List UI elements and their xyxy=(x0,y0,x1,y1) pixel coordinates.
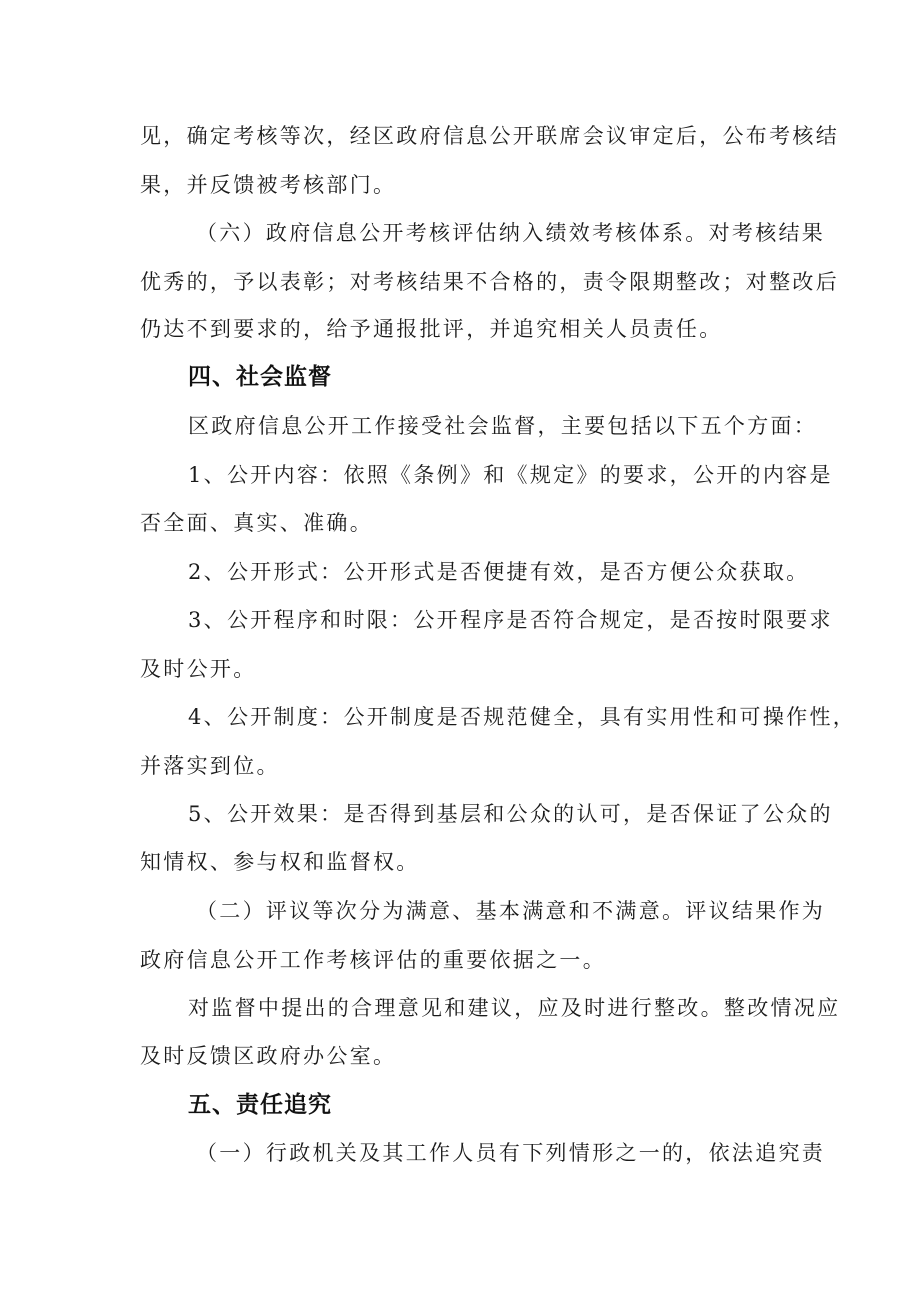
text-line: （二）评议等次分为满意、基本满意和不满意。评议结果作为 xyxy=(196,899,826,923)
text-line: 5、公开效果：是否得到基层和公众的认可，是否保证了公众的 xyxy=(188,802,833,826)
text-line: 及时公开。 xyxy=(140,657,257,681)
text-line: 见，确定考核等次，经区政府信息公开联席会议审定后，公布考核结 xyxy=(140,124,839,148)
text-line: 2、公开形式：公开形式是否便捷有效，是否方便公众获取。 xyxy=(188,560,810,584)
text-line: 3、公开程序和时限：公开程序是否符合规定，是否按时限要求 xyxy=(188,608,833,632)
section-heading: 五、责任追究 xyxy=(188,1092,332,1118)
text-line: 仍达不到要求的，给予通报批评，并追究相关人员责任。 xyxy=(140,317,723,341)
section-heading: 四、社会监督 xyxy=(188,364,332,390)
text-line: 1、公开内容：依照《条例》和《规定》的要求，公开的内容是 xyxy=(188,463,833,487)
text-line: 区政府信息公开工作接受社会监督，主要包括以下五个方面： xyxy=(188,414,818,438)
text-line: （六）政府信息公开考核评估纳入绩效考核体系。对考核结果 xyxy=(196,221,826,245)
text-line: 政府信息公开工作考核评估的重要依据之一。 xyxy=(140,948,606,972)
text-line: 知情权、参与权和监督权。 xyxy=(140,850,420,874)
text-line: 优秀的，予以表彰；对考核结果不合格的，责令限期整改；对整改后 xyxy=(140,270,839,294)
text-line: 4、公开制度：公开制度是否规范健全，具有实用性和可操作性， xyxy=(188,705,857,729)
text-line: 否全面、真实、准确。 xyxy=(140,511,373,535)
text-line: （一）行政机关及其工作人员有下列情形之一的，依法追究责 xyxy=(196,1141,826,1165)
text-line: 对监督中提出的合理意见和建议，应及时进行整改。整改情况应 xyxy=(188,996,841,1020)
text-line: 及时反馈区政府办公室。 xyxy=(140,1044,397,1068)
text-line: 并落实到位。 xyxy=(140,754,280,778)
text-line: 果，并反馈被考核部门。 xyxy=(140,173,397,197)
